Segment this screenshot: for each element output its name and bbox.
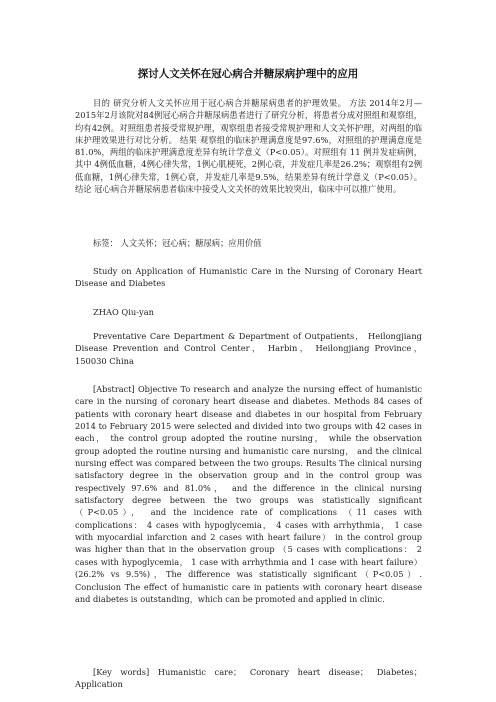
author-affiliation-text: Preventative Care Department & Department of Outpatients， Heilongjiang Disease Prevention and Control Center， Harbin， Heilongjiang Province， 150030 China xyxy=(75,331,422,366)
english-abstract xyxy=(75,383,422,605)
author-name xyxy=(75,306,422,318)
english-keywords xyxy=(75,666,422,691)
chinese-keywords xyxy=(75,237,422,249)
author-affiliation xyxy=(75,330,422,367)
chinese-keywords-text: 标签： 人文关怀；冠心病；糖尿病；应用价值 xyxy=(93,238,262,248)
english-abstract-text: [Abstract] Objective To research and analyze the nursing effect of humanistic care in the nursing of coronary heart disease and diabetes. Methods 84 cases of patients with coronary heart disease and diabetes in our hospital from February 2014 to February 2015 were selected and divided into two groups with 42 cases in each， the control group adopted the routine nursing， while the observation group adopted the routine nursing and humanistic care nursing， and the clinical nursing effect was compared between the two groups. Results The clinical nursing satisfactory degree in the observation group and in the control group was respectively 97.6% and 81.0%， and the difference in the clinical nursing satisfactory degree between the two groups was statistically significant（P<0.05）， and the incidence rate of complications （11 cases with complications： 4 cases with hypoglycemia， 4 cases with arrhythmia， 1 case with myocardial infarction and 2 cases with heart failure） in the control group was higher than that in the observation group （5 cases with complications： 2 cases with hypoglycemia， 1 case with arrhythmia and 1 case with heart failure）(26.2% vs 9.5%)，The difference was statistically significant（P<0.05）. Conclusion The effect of humanistic care in patients with coronary heart disease and diabetes is outstanding，which can be promoted and applied in clinic. xyxy=(75,384,422,604)
author-name-text: ZHAO Qiu-yan xyxy=(93,307,155,317)
chinese-abstract xyxy=(75,97,422,221)
english-title xyxy=(75,265,422,290)
english-title-text: Study on Application of Humanistic Care in the Nursing of Coronary Heart Disease and Diabetes xyxy=(75,266,422,289)
article-title: 探讨人文关怀在冠心病合并糖尿病护理中的应用 xyxy=(137,68,359,80)
chinese-abstract-text: 目的 研究分析人文关怀应用于冠心病合并糖尿病患者的护理效果。 方法 2014年2月—2015年2月该院对84例冠心病合并糖尿病患者进行了研究分析，将患者分成对照组和观察组，均有42例。对照组患者接受常规护理，观察组患者接受常规护理和人文关怀护理，对两组的临床护理效果进行对比分析。 结果 观察组的临床护理满意度是97.6%，对照组的护理满意度是81.0%，两组的临床护理满意度差异有统计学意义（P<0.05）。对照组有 11 例并发症病例，其中 4例低血糖，4例心律失常，1例心肌梗死，2例心衰，并发症几率是26.2%；观察组有2例低血糖，1例心律失常，1例心衰，并发症几率是9.5%，结果差异有统计学意义（P<0.05）。 结论 冠心病合并糖尿病患者临床中接受人文关怀的效果比较突出，临床中可以推广使用。 xyxy=(75,98,422,195)
english-keywords-text: [Key words] Humanistic care； Coronary heart disease； Diabetes； Application xyxy=(75,667,422,690)
